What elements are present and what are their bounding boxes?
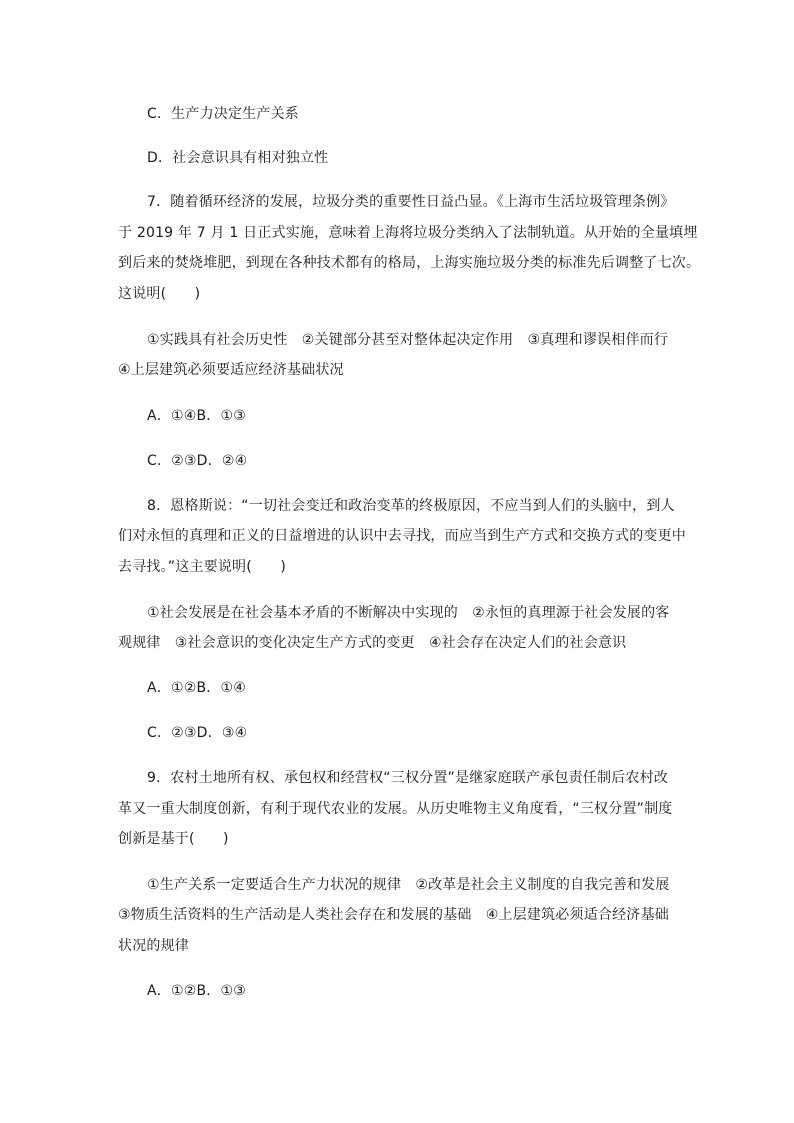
q7-statements-line-2: ④上层建筑必须要适应经济基础状况 bbox=[118, 362, 344, 378]
q9-options-ab: A．①②B．①③ bbox=[147, 983, 246, 999]
q9-stem-line-1: 9．农村土地所有权、承包权和经营权“三权分置”是继家庭联产承包责任制后农村改 bbox=[147, 770, 669, 786]
q7-options-cd: C．②③D．②④ bbox=[147, 453, 248, 469]
q8-options-ab: A．①②B．①④ bbox=[147, 680, 246, 696]
q7-stem-line-2: 于 2019 年 7 月 1 日正式实施，意味着上海将垃圾分类纳入了法制轨道。从开始的全量填埋 bbox=[118, 225, 698, 241]
q8-stem-line-2: 们对永恒的真理和正义的日益增进的认识中去寻找，而应当到生产方式和交换方式的变更中 bbox=[118, 528, 686, 544]
q8-statements-line-1: ①社会发展是在社会基本矛盾的不断解决中实现的 ②永恒的真理源于社会发展的客 bbox=[147, 605, 670, 621]
q7-stem-line-3: 到后来的焚烧堆肥，到现在各种技术都有的格局，上海实施垃圾分类的标准先后调整了七次。 bbox=[118, 255, 701, 271]
q8-options-cd: C．②③D．③④ bbox=[147, 725, 248, 741]
q6-option-d: D．社会意识具有相对独立性 bbox=[147, 150, 329, 166]
q9-statements-line-1: ①生产关系一定要适合生产力状况的规律 ②改革是社会主义制度的自我完善和发展 bbox=[147, 877, 670, 893]
q9-stem-line-3: 创新是基于( ) bbox=[118, 831, 229, 847]
q8-stem-line-1: 8．恩格斯说：“一切社会变迁和政治变革的终极原因，不应当到人们的头脑中，到人 bbox=[147, 498, 675, 514]
q8-statements-line-2: 观规律 ③社会意识的变化决定生产方式的变更 ④社会存在决定人们的社会意识 bbox=[118, 635, 627, 651]
q6-option-c: C．生产力决定生产关系 bbox=[147, 106, 299, 122]
q7-stem-line-1: 7．随着循环经济的发展，垃圾分类的重要性日益凸显。《上海市生活垃圾管理条例》 bbox=[147, 194, 675, 210]
q9-statements-line-3: 状况的规律 bbox=[118, 938, 189, 954]
q9-statements-line-2: ③物质生活资料的生产活动是人类社会存在和发展的基础 ④上层建筑必须适合经济基础 bbox=[118, 907, 669, 923]
q9-stem-line-2: 革又一重大制度创新，有利于现代农业的发展。从历史唯物主义角度看，“三权分置”制度 bbox=[118, 801, 673, 817]
q7-options-ab: A．①④B．①③ bbox=[147, 408, 246, 424]
q7-statements-line-1: ①实践具有社会历史性 ②关键部分甚至对整体起决定作用 ③真理和谬误相伴而行 bbox=[147, 332, 669, 348]
q8-stem-line-3: 去寻找。”这主要说明( ) bbox=[118, 559, 286, 575]
q7-stem-line-4: 这说明( ) bbox=[118, 286, 201, 302]
